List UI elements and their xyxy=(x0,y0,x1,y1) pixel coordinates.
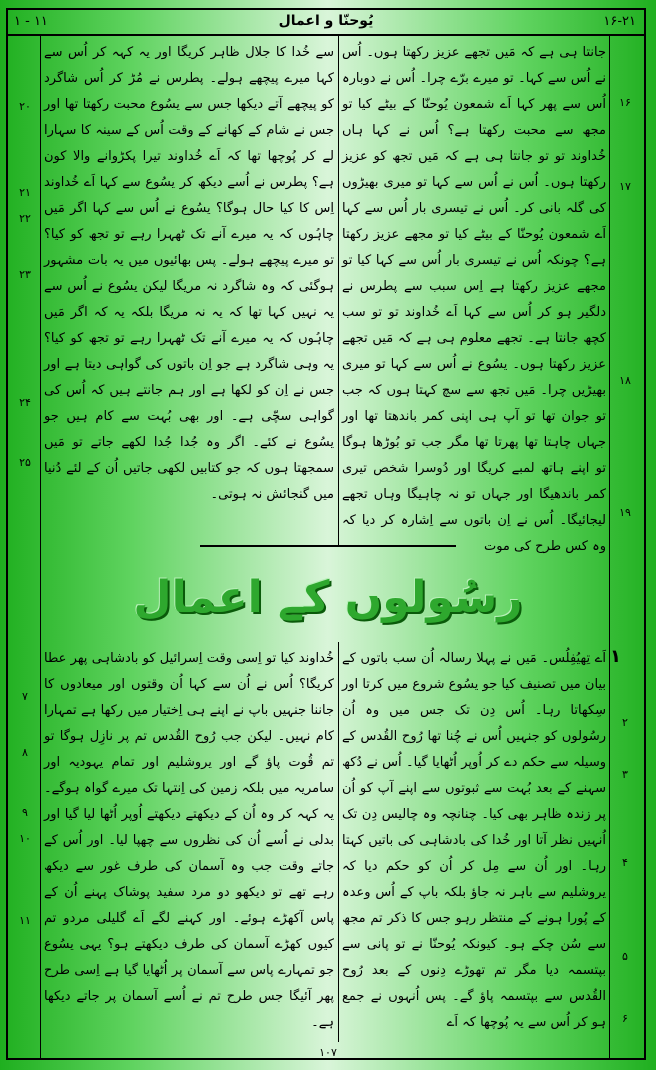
lower-right-text: اَے تِھیُفِلُس۔ مَیں نے پہلا رسالہ اُن سب باتوں کے بیان میں تصنیف کیا جو یسُوع شروع میں کرتا اور سِکھاتا رہا۔ اُس دِن تک جس میں وہ اُن رسُولوں کو جنہیں اُس نے چُنا تھا رُوح القُدس کے وسیلہ سے حکم دے کر اُوپر اُٹھایا گیا۔ اُس نے دُکھ سہنے کے بعد بُہت سے ثبوتوں سے اپنے آپ کو اُن پر زندہ ظاہر بھی کیا۔ چنانچہ وہ چالیس دِن تک اُنہیں نظر آتا اور خُدا کی بادشاہی کی باتیں کہتا رہا۔ اور اُن سے مِل کر اُن کو حکم دیا کہ یروشلیم سے باہر نہ جاؤ بلکہ باپ کے اُس وعدہ کے پُورا ہونے کے منتظر رہو جس کا ذکر تم مجھ سے سُن چکے ہو۔ کیونکہ یُوحنّا نے تو پانی سے بپتسمہ دیا مگر تم تھوڑے دِنوں کے بعد رُوح القُدس سے بپتسمہ پاؤ گے۔ پس اُنہوں نے جمع ہو کر اُس سے یہ پُوچھا کہ اَے xyxy=(342,651,606,1030)
verse-number: ۸ xyxy=(22,746,28,759)
upper-column-divider xyxy=(338,36,339,546)
verse-number: ۲۲ xyxy=(19,212,31,225)
book-title: رسُولوں کے اعمال xyxy=(133,572,523,623)
verse-number: ۹ xyxy=(22,806,28,819)
header-right-reference: ۱۶-۲۱ xyxy=(603,14,636,29)
section-separator xyxy=(200,545,456,547)
page-number: ۱۰۷ xyxy=(319,1046,337,1059)
header-title: یُوحنّا و اعمال xyxy=(278,13,374,29)
lower-left-text: خُداوند کیا تو اِسی وقت اِسرائیل کو بادشاہی پھر عطا کریگا؟ اُس نے اُن سے کہا اُن وقتوں اور میعادوں کا جاننا جنہیں باپ نے اپنے ہی اِختیار میں رکھا ہے تمہارا کام نہیں۔ لیکن جب رُوح القُدس تم پر نازِل ہوگا تو تم قُوت پاؤ گے اور یروشلیم اور تمام یہودیہ اور سامریہ میں بلکہ زمین کی اِنتہا تک میرے گواہ ہوگے۔ یہ کہہ کر وہ اُن کے دیکھتے دیکھتے اُوپر اُٹھا لیا گیا اور بدلی نے اُسے اُن کی نظروں سے چھپا لیا۔ اور اُس کے جاتے وقت جب وہ آسمان کی طرف غور سے دیکھ رہے تھے تو دیکھو دو مرد سفید پوشاک پہنے اُن کے پاس آکھڑے ہوئے۔ اور کہنے لگے اَے گلیلی مردو تم کیوں کھڑے آسمان کی طرف دیکھتے ہو؟ یہی یسُوع جو تمہارے پاس سے آسمان پر اُٹھایا گیا ہے اِسی طرح پھر آئیگا جس طرح تم نے اُسے آسمان پر جاتے دیکھا ہے۔ xyxy=(44,651,334,1030)
verse-number: ۲۳ xyxy=(19,268,31,281)
verse-number: ۱۶ xyxy=(619,96,631,109)
verse-number: ۳ xyxy=(622,768,628,781)
verse-number: ۴ xyxy=(622,856,628,869)
verse-number: ۶ xyxy=(622,1012,628,1025)
chapter-number: ۱ xyxy=(610,646,621,667)
page-header xyxy=(6,8,646,36)
verse-number: ۱۹ xyxy=(619,506,631,519)
verse-number: ۱۸ xyxy=(619,374,631,387)
upper-right-column xyxy=(342,40,606,554)
verse-number: ۵ xyxy=(622,950,628,963)
lower-right-column xyxy=(342,646,606,1036)
left-margin-rule xyxy=(40,36,41,1060)
upper-left-column xyxy=(44,40,334,540)
verse-number: ۱۷ xyxy=(619,180,631,193)
upper-right-text: جانتا ہی ہے کہ مَیں تجھے عزیز رکھتا ہوں۔ اُس نے اُس سے کہا۔ تو میرے برّے چرا۔ اُس نے دوبارہ اُس سے پھر کہا اَے شمعون یُوحنّا کے بیٹے کیا تو مجھ سے محبت رکھتا ہے؟ اُس نے کہا ہاں خُداوند تو تو جانتا ہی ہے کہ مَیں تجھ کو عزیز رکھتا ہوں۔ اُس نے اُس سے کہا تو میری بھیڑوں کی گلہ بانی کر۔ اُس نے تیسری بار اُس سے کہا اَے شمعون یُوحنّا کے بیٹے کیا تو مجھے عزیز رکھتا ہے؟ چونکہ اُس نے تیسری بار اُس سے کہا کیا تو مجھے عزیز رکھتا ہے اِس سبب سے پطرس نے دلگیر ہو کر اُس سے کہا اَے خُداوند تو تو سب کچھ جانتا ہے۔ تجھے معلوم ہی ہے کہ مَیں تجھے عزیز رکھتا ہوں۔ یسُوع نے اُس سے کہا تو میری بھیڑیں چرا۔ مَیں تجھ سے سچ کہتا ہوں کہ جب تو جوان تھا تو آپ ہی اپنی کمر باندھتا تھا اور جہاں چاہتا تھا پھرتا تھا مگر جب تو بُوڑھا ہوگا تو اپنے ہاتھ لمبے کریگا اور دُوسرا شخص تیری کمر باندھیگا اور جہاں تو نہ چاہیگا وہاں تجھے لیجائیگا۔ اُس نے اِن باتوں سے اِشارہ کر دیا کہ وہ کس طرح کی موت xyxy=(342,45,606,554)
verse-number: ۲۴ xyxy=(19,396,31,409)
right-margin-rule xyxy=(609,36,610,1060)
verse-number: ۷ xyxy=(22,690,28,703)
lower-left-column xyxy=(44,646,334,1036)
verse-number: ۲۵ xyxy=(19,456,31,469)
header-left-reference: ۱ - ۱۱ xyxy=(14,14,48,29)
verse-number: ۱۰ xyxy=(19,832,31,845)
verse-number: ۲۰ xyxy=(19,100,31,113)
lower-column-divider xyxy=(338,642,339,1042)
upper-left-text: سے خُدا کا جلال ظاہر کریگا اور یہ کہہ کر اُس سے کہا میرے پیچھے ہولے۔ پطرس نے مُڑ کر اُس شاگرد کو پیچھے آتے دیکھا جس سے یسُوع محبت رکھتا تھا اور جس نے شام کے کھانے کے وقت اُس کے سینہ کا سہارا لے کر پُوچھا تھا کہ اَے خُداوند تیرا پکڑوانے والا کون ہے؟ پطرس نے اُسے دیکھ کر یسُوع سے کہا اَے خُداوند اِس کا کیا حال ہوگا؟ یسُوع نے اُس سے کہا اگر مَیں چاہُوں کہ یہ میرے آنے تک ٹھہرا رہے تو تجھ کو کیا؟ تو میرے پیچھے ہولے۔ پس بھائیوں میں یہ بات مشہور ہوگئی کہ وہ شاگرد نہ مریگا لیکن یسُوع نے اُس سے یہ نہیں کہا تھا کہ یہ نہ مریگا بلکہ یہ کہ اگر مَیں چاہُوں کہ یہ میرے آنے تک ٹھہرا رہے تو تجھ کو کیا؟ یہ وہی شاگرد ہے جو اِن باتوں کی گواہی دیتا ہے اور جس نے اِن کو لکھا ہے اور ہم جانتے ہیں کہ اُس کی گواہی سچّی ہے۔ اور بھی بُہت سے کام ہیں جو یسُوع نے کئے۔ اگر وہ جُدا جُدا لکھے جاتے تو مَیں سمجھتا ہوں کہ جو کتابیں لکھی جاتیں اُن کے لئے دُنیا میں گنجائش نہ ہوتی۔ xyxy=(44,45,334,502)
verse-number: ۱۱ xyxy=(19,914,31,927)
verse-number: ۲ xyxy=(622,716,628,729)
verse-number: ۲۱ xyxy=(19,186,31,199)
